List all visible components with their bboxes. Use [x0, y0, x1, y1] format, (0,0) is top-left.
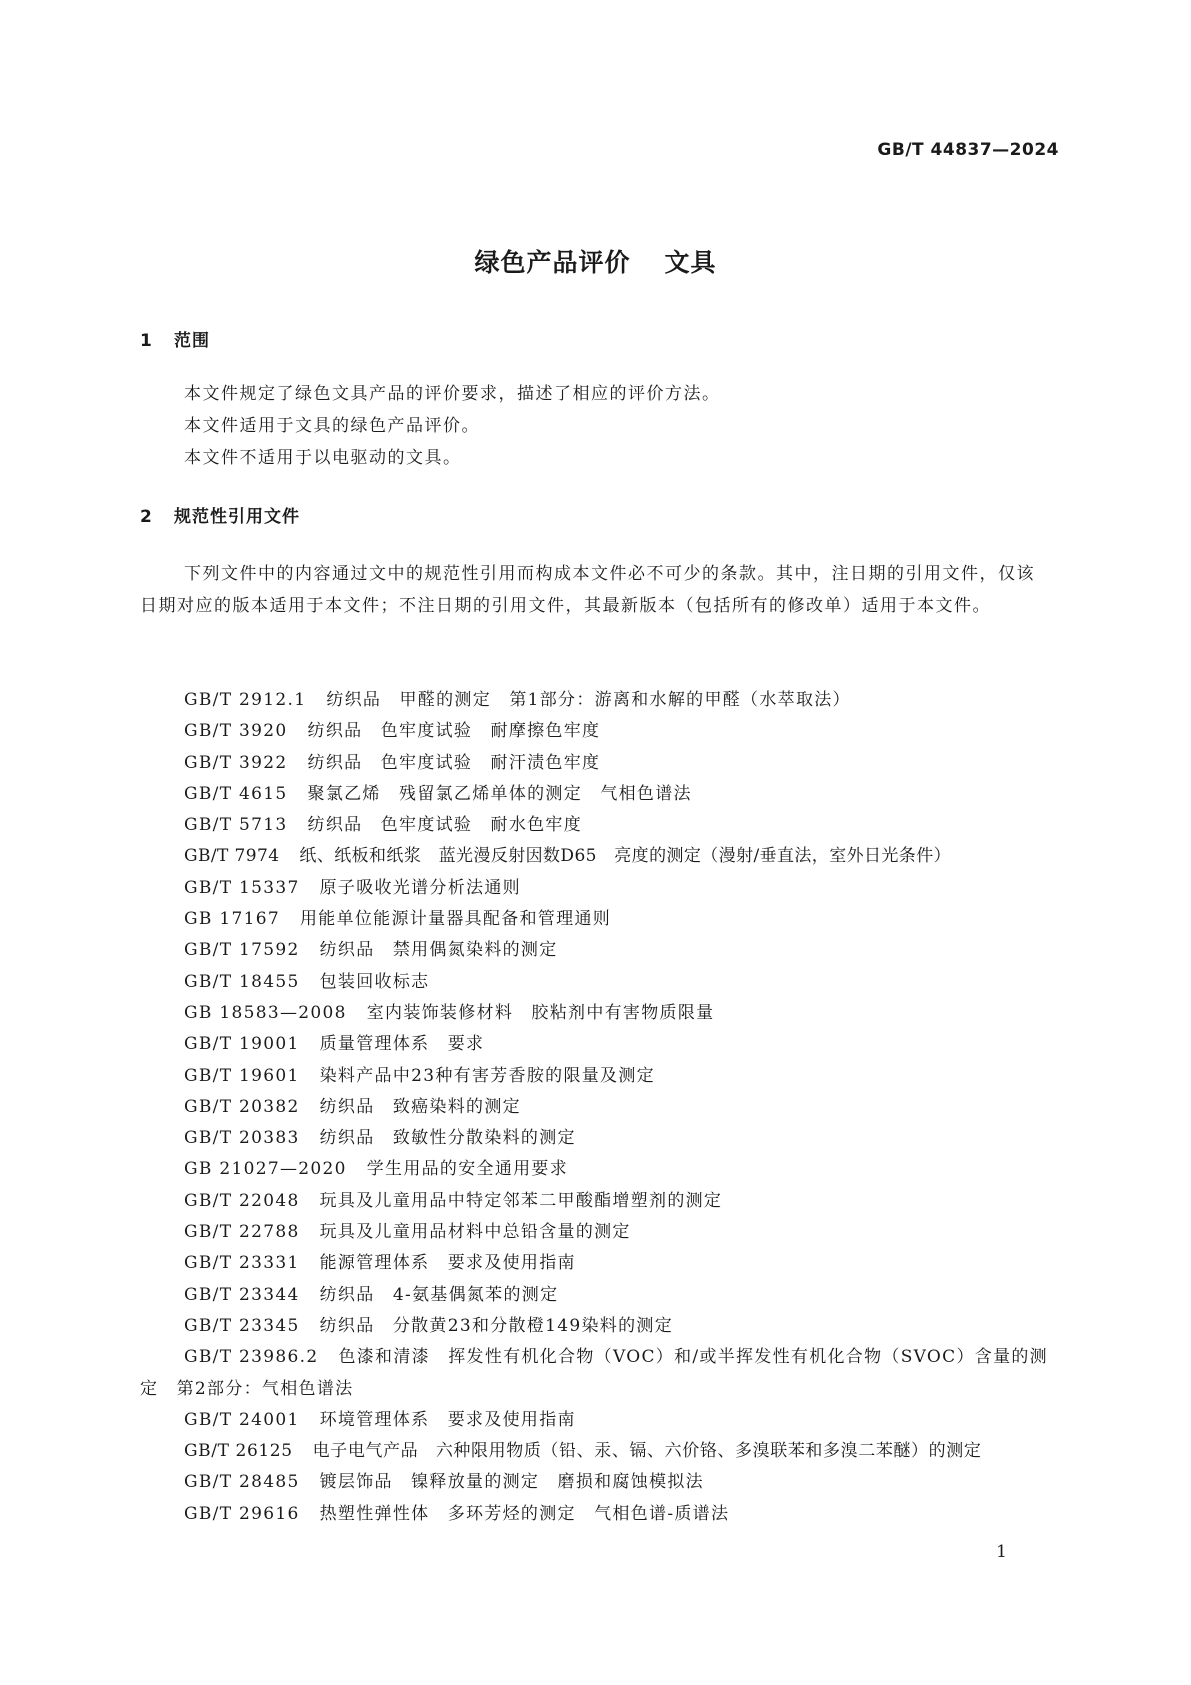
- paragraph: 下列文件中的内容通过文中的规范性引用而构成本文件必不可少的条款。其中，注日期的引用文件，仅该日期对应的版本适用于本文件；不注日期的引用文件，其最新版本（包括所有的修改单）适用于本文件。: [140, 564, 1035, 616]
- reference-title: 原子吸收光谱分析法通则: [319, 877, 521, 898]
- reference-code: GB 21027—2020: [184, 1159, 347, 1180]
- reference-code: GB/T 22048: [184, 1190, 300, 1211]
- reference-code: GB/T 23331: [184, 1253, 300, 1274]
- section-2-number: 2: [140, 507, 153, 527]
- reference-item: [140, 685, 1052, 716]
- reference-item: [140, 1467, 1052, 1498]
- paragraph: 本文件规定了绿色文具产品的评价要求，描述了相应的评价方法。: [184, 384, 721, 404]
- reference-title: 纺织品 4-氨基偶氮苯的测定: [319, 1284, 559, 1305]
- reference-title: 用能单位能源计量器具配备和管理通则: [299, 909, 612, 930]
- reference-item: [140, 1436, 1052, 1467]
- document-title: [0, 243, 1191, 279]
- reference-code: GB/T 15337: [184, 877, 300, 898]
- reference-code: GB/T 23345: [184, 1315, 300, 1336]
- section-1-title: 范围: [174, 331, 210, 351]
- document-title-main: 绿色产品评价: [474, 248, 631, 277]
- reference-code: GB/T 22788: [184, 1222, 300, 1243]
- reference-list: [140, 685, 1052, 1530]
- reference-title: 染料产品中23种有害芳香胺的限量及测定: [319, 1065, 655, 1086]
- reference-item: [140, 1029, 1052, 1060]
- reference-title: 纺织品 致癌染料的测定: [319, 1096, 521, 1117]
- reference-item: [140, 841, 1052, 872]
- reference-title: 纺织品 分散黄23和分散橙149染料的测定: [319, 1315, 674, 1336]
- reference-title: 纺织品 色牢度试验 耐汗渍色牢度: [307, 752, 601, 773]
- reference-title: 学生用品的安全通用要求: [366, 1159, 569, 1180]
- reference-title: 纺织品 色牢度试验 耐水色牢度: [307, 815, 583, 836]
- reference-item: [140, 904, 1052, 935]
- paragraph: 本文件适用于文具的绿色产品评价。: [184, 416, 480, 436]
- reference-code: GB/T 4615: [184, 783, 288, 804]
- reference-item: [140, 1311, 1052, 1342]
- reference-title: 热塑性弹性体 多环芳烃的测定 气相色谱-质谱法: [319, 1503, 730, 1524]
- reference-code: GB/T 19001: [184, 1034, 300, 1055]
- reference-title: 色漆和清漆 挥发性有机化合物（VOC）和/或半挥发性有机化合物（SVOC）含量的测定 第2部分：气相色谱法: [140, 1347, 1048, 1399]
- section-1-number: 1: [140, 331, 153, 351]
- reference-title: 纺织品 甲醛的测定 第1部分：游离和水解的甲醛（水萃取法）: [326, 690, 851, 710]
- reference-code: GB/T 2912.1: [184, 690, 307, 710]
- reference-title: 纺织品 禁用偶氮染料的测定: [319, 940, 558, 961]
- reference-title: 环境管理体系 要求及使用指南: [319, 1409, 576, 1430]
- reference-code: GB/T 26125: [184, 1441, 293, 1462]
- reference-item: [140, 967, 1052, 998]
- reference-item: [140, 998, 1052, 1029]
- reference-code: GB/T 18455: [184, 971, 300, 992]
- reference-item: [140, 716, 1052, 747]
- reference-code: GB/T 7974: [184, 846, 280, 867]
- reference-title: 纸、纸板和纸浆 蓝光漫反射因数D65 亮度的测定（漫射/垂直法，室外日光条件）: [299, 846, 952, 867]
- reference-title: 聚氯乙烯 残留氯乙烯单体的测定 气相色谱法: [307, 783, 692, 804]
- reference-item: [140, 1499, 1052, 1530]
- reference-code: GB/T 5713: [184, 815, 288, 836]
- reference-title: 电子电气产品 六种限用物质（铅、汞、镉、六价铬、多溴联苯和多溴二苯醚）的测定: [312, 1441, 982, 1462]
- reference-title: 包装回收标志: [319, 971, 430, 992]
- reference-item: [140, 1248, 1052, 1279]
- reference-code: GB/T 23986.2: [184, 1347, 319, 1368]
- reference-code: GB 18583—2008: [184, 1002, 347, 1023]
- section-1-body: [140, 378, 1052, 474]
- reference-title: 纺织品 致敏性分散染料的测定: [319, 1128, 576, 1149]
- paragraph: 本文件不适用于以电驱动的文具。: [184, 448, 462, 468]
- reference-title: 玩具及儿童用品材料中总铅含量的测定: [319, 1222, 631, 1243]
- reference-code: GB/T 28485: [184, 1472, 300, 1493]
- reference-code: GB 17167: [184, 909, 280, 930]
- reference-item: [140, 935, 1052, 966]
- standard-number: GB/T 44837—2024: [877, 140, 1059, 160]
- reference-item: [140, 1186, 1052, 1217]
- section-2-title: 规范性引用文件: [174, 507, 300, 527]
- reference-item: [140, 1405, 1052, 1436]
- reference-item: [140, 748, 1052, 779]
- reference-item: [140, 1154, 1052, 1185]
- reference-code: GB/T 20382: [184, 1096, 300, 1117]
- reference-title: 能源管理体系 要求及使用指南: [319, 1253, 576, 1274]
- reference-item: [140, 1342, 1052, 1405]
- reference-item: [140, 1123, 1052, 1154]
- reference-item: [140, 779, 1052, 810]
- reference-item: [140, 1280, 1052, 1311]
- reference-code: GB/T 24001: [184, 1409, 300, 1430]
- reference-title: 室内装饰装修材料 胶粘剂中有害物质限量: [366, 1002, 715, 1023]
- reference-title: 纺织品 色牢度试验 耐摩擦色牢度: [307, 721, 601, 742]
- reference-title: 质量管理体系 要求: [319, 1034, 485, 1055]
- reference-code: GB/T 29616: [184, 1503, 300, 1524]
- reference-code: GB/T 20383: [184, 1128, 300, 1149]
- reference-code: GB/T 3920: [184, 721, 288, 742]
- reference-item: [140, 1061, 1052, 1092]
- section-2-heading: [140, 502, 300, 527]
- reference-title: 玩具及儿童用品中特定邻苯二甲酸酯增塑剂的测定: [319, 1190, 723, 1211]
- reference-item: [140, 810, 1052, 841]
- reference-code: GB/T 19601: [184, 1065, 300, 1086]
- page-number: 1: [996, 1542, 1007, 1562]
- reference-item: [140, 873, 1052, 904]
- reference-code: GB/T 17592: [184, 940, 300, 961]
- reference-item: [140, 1092, 1052, 1123]
- reference-code: GB/T 3922: [184, 752, 288, 773]
- reference-code: GB/T 23344: [184, 1284, 300, 1305]
- document-title-sub: 文具: [664, 248, 717, 277]
- reference-item: [140, 1217, 1052, 1248]
- section-2-intro: [140, 558, 1052, 622]
- section-1-heading: [140, 326, 210, 351]
- reference-title: 镀层饰品 镍释放量的测定 磨损和腐蚀模拟法: [319, 1472, 704, 1493]
